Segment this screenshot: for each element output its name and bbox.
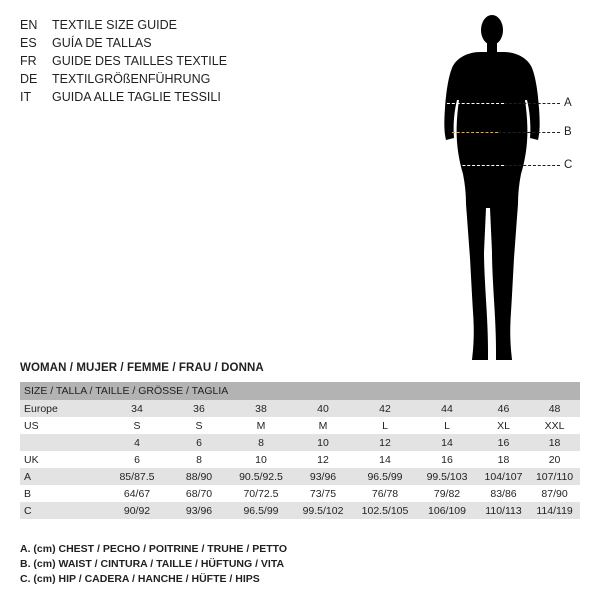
cell: 90.5/92.5: [230, 468, 292, 485]
title-row-de: [20, 70, 320, 88]
cell: XXL: [529, 417, 580, 434]
cell: L: [354, 417, 416, 434]
silhouette-icon: [420, 8, 580, 368]
cell: 48: [529, 400, 580, 417]
table-row: [20, 468, 580, 485]
title-lang-it: IT: [20, 90, 32, 104]
size-table-wrapper: [20, 382, 580, 519]
table-header-label: SIZE / TALLA / TAILLE / GRÖSSE / TAGLIA: [20, 382, 580, 400]
table-row: [20, 502, 580, 519]
row-label-c: C: [20, 502, 106, 519]
cell: 96.5/99: [354, 468, 416, 485]
title-lang-de: DE: [20, 72, 38, 86]
cell: 16: [416, 451, 478, 468]
title-text-en: TEXTILE SIZE GUIDE: [52, 18, 178, 32]
title-block: [20, 16, 320, 106]
row-label-a: A: [20, 468, 106, 485]
cell: 34: [106, 400, 168, 417]
cell: 106/109: [416, 502, 478, 519]
cell: 14: [416, 434, 478, 451]
table-row: [20, 485, 580, 502]
cell: 87/90: [529, 485, 580, 502]
title-text-it: GUIDA ALLE TAGLIE TESSILI: [52, 90, 221, 104]
cell: 68/70: [168, 485, 230, 502]
title-row-fr: [20, 52, 320, 70]
cell: 102.5/105: [354, 502, 416, 519]
cell: 79/82: [416, 485, 478, 502]
female-silhouette-figure: [420, 8, 580, 368]
cell: 73/75: [292, 485, 354, 502]
measurement-notes: [20, 542, 287, 587]
table-header-row: [20, 382, 580, 400]
guide-line-b-dark: [498, 132, 560, 133]
guide-line-c-dark: [504, 165, 560, 166]
cell: 8: [168, 451, 230, 468]
cell: 96.5/99: [230, 502, 292, 519]
row-label-uk: UK: [20, 451, 106, 468]
table-row: [20, 434, 580, 451]
title-lang-en: EN: [20, 18, 38, 32]
cell: 64/67: [106, 485, 168, 502]
cell: 10: [230, 451, 292, 468]
size-table: [20, 382, 580, 519]
measure-label-b: B: [564, 126, 572, 138]
cell: 4: [106, 434, 168, 451]
cell: 110/113: [478, 502, 529, 519]
guide-line-c-white: [448, 165, 504, 166]
cell: 99.5/102: [292, 502, 354, 519]
guide-line-a-dark: [504, 103, 560, 104]
title-row-it: [20, 88, 320, 106]
title-row-es: [20, 34, 320, 52]
title-text-fr: GUIDE DES TAILLES TEXTILE: [52, 54, 228, 68]
cell: M: [230, 417, 292, 434]
title-lang-fr: FR: [20, 54, 37, 68]
measure-label-a: A: [564, 97, 572, 109]
title-lang-es: ES: [20, 36, 37, 50]
cell: 40: [292, 400, 354, 417]
cell: S: [106, 417, 168, 434]
row-label-b: B: [20, 485, 106, 502]
note-c: C. (cm) HIP / CADERA / HANCHE / HÜFTE / HIPS: [20, 573, 260, 585]
title-row-en: [20, 16, 320, 34]
cell: 76/78: [354, 485, 416, 502]
table-row: [20, 400, 580, 417]
cell: 99.5/103: [416, 468, 478, 485]
cell: 38: [230, 400, 292, 417]
cell: 90/92: [106, 502, 168, 519]
table-row: [20, 451, 580, 468]
cell: 70/72.5: [230, 485, 292, 502]
note-a: A. (cm) CHEST / PECHO / POITRINE / TRUHE / PETTO: [20, 543, 288, 555]
cell: 83/86: [478, 485, 529, 502]
cell: 104/107: [478, 468, 529, 485]
cell: 93/96: [292, 468, 354, 485]
row-label-europe: Europe: [20, 400, 106, 417]
cell: 6: [168, 434, 230, 451]
guide-line-a-white: [442, 103, 504, 104]
cell: 114/119: [529, 502, 580, 519]
cell: XL: [478, 417, 529, 434]
cell: 8: [230, 434, 292, 451]
title-text-de: TEXTILGRÖßENFÜHRUNG: [52, 72, 211, 86]
cell: 42: [354, 400, 416, 417]
row-label-us-numeric: [20, 434, 106, 451]
note-b: B. (cm) WAIST / CINTURA / TAILLE / HÜFTUNG / VITA: [20, 558, 285, 570]
cell: S: [168, 417, 230, 434]
cell: 14: [354, 451, 416, 468]
cell: 20: [529, 451, 580, 468]
cell: 36: [168, 400, 230, 417]
cell: 88/90: [168, 468, 230, 485]
cell: 44: [416, 400, 478, 417]
guide-line-b-orange: [452, 132, 498, 133]
cell: 12: [354, 434, 416, 451]
row-label-us: US: [20, 417, 106, 434]
cell: 10: [292, 434, 354, 451]
cell: M: [292, 417, 354, 434]
cell: 16: [478, 434, 529, 451]
cell: 46: [478, 400, 529, 417]
cell: 12: [292, 451, 354, 468]
cell: 18: [478, 451, 529, 468]
section-heading-woman: WOMAN / MUJER / FEMME / FRAU / DONNA: [20, 362, 264, 374]
cell: 107/110: [529, 468, 580, 485]
cell: 18: [529, 434, 580, 451]
cell: 6: [106, 451, 168, 468]
measure-label-c: C: [564, 159, 573, 171]
table-row: [20, 417, 580, 434]
cell: 93/96: [168, 502, 230, 519]
cell: L: [416, 417, 478, 434]
cell: 85/87.5: [106, 468, 168, 485]
title-text-es: GUÍA DE TALLAS: [52, 36, 152, 50]
